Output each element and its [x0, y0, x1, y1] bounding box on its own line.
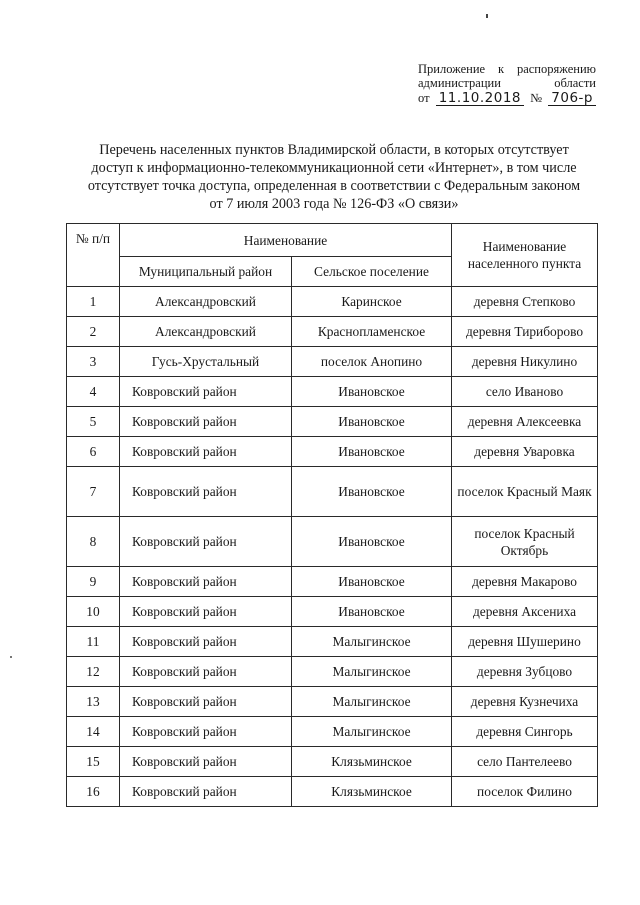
cell-number: 13 [67, 687, 120, 717]
table-row [67, 467, 598, 517]
appendix-word: Приложение [418, 62, 486, 76]
title-line: отсутствует точка доступа, определенная в соответствии с Федеральным законом [87, 178, 581, 194]
cell-place: поселок Красный Октябрь [452, 517, 598, 567]
scan-mark [486, 14, 488, 18]
cell-rural: Ивановское [292, 567, 452, 597]
table-row [67, 717, 598, 747]
order-date: 11.10.2018 [436, 91, 524, 106]
header-number: № п/п [67, 224, 120, 287]
cell-district: Ковровский район [120, 437, 292, 467]
cell-district: Ковровский район [120, 777, 292, 807]
table-row [67, 517, 598, 567]
table-header-row [67, 224, 598, 257]
cell-number: 9 [67, 567, 120, 597]
cell-district: Ковровский район [120, 467, 292, 517]
cell-district: Ковровский район [120, 717, 292, 747]
cell-rural: Ивановское [292, 517, 452, 567]
cell-number: 4 [67, 377, 120, 407]
cell-rural: поселок Анопино [292, 347, 452, 377]
table-row [67, 747, 598, 777]
cell-place: село Пантелеево [452, 747, 598, 777]
cell-district: Гусь-Хрустальный [120, 347, 292, 377]
cell-place: деревня Макарово [452, 567, 598, 597]
cell-district: Ковровский район [120, 377, 292, 407]
cell-rural: Ивановское [292, 467, 452, 517]
appendix-date-line [418, 91, 596, 106]
cell-district: Ковровский район [120, 747, 292, 777]
appendix-word: распоряжению [516, 62, 596, 76]
cell-rural: Ивановское [292, 597, 452, 627]
appendix-word: области [554, 76, 596, 90]
cell-district: Ковровский район [120, 687, 292, 717]
title-line: Перечень населенных пунктов Владимирской области, в которых отсутствует [99, 142, 569, 158]
cell-number: 6 [67, 437, 120, 467]
cell-place: деревня Зубцово [452, 657, 598, 687]
cell-place: поселок Красный Маяк [452, 467, 598, 517]
appendix-word: администрации [418, 76, 501, 90]
title-line: от 7 июля 2003 года № 126-ФЗ «О связи» [209, 196, 459, 212]
appendix-line-2 [418, 76, 596, 90]
header-name: Наименование [120, 224, 452, 257]
table-row [67, 317, 598, 347]
from-label: от [418, 91, 430, 105]
cell-place: деревня Тириборово [452, 317, 598, 347]
table-row [67, 407, 598, 437]
number-label: № [530, 91, 543, 105]
cell-number: 12 [67, 657, 120, 687]
table-row [67, 567, 598, 597]
table-row [67, 777, 598, 807]
cell-district: Ковровский район [120, 657, 292, 687]
cell-number: 2 [67, 317, 120, 347]
cell-place: деревня Степково [452, 287, 598, 317]
cell-number: 15 [67, 747, 120, 777]
cell-number: 14 [67, 717, 120, 747]
cell-district: Ковровский район [120, 407, 292, 437]
cell-rural: Клязьминское [292, 777, 452, 807]
title-line: доступ к информационно-телекоммуникационной сети «Интернет», в том числе [91, 160, 577, 176]
cell-number: 8 [67, 517, 120, 567]
table-row [67, 657, 598, 687]
cell-rural: Малыгинское [292, 627, 452, 657]
cell-place: деревня Аксениха [452, 597, 598, 627]
table-row [67, 687, 598, 717]
cell-number: 10 [67, 597, 120, 627]
cell-rural: Каринское [292, 287, 452, 317]
cell-district: Ковровский район [120, 597, 292, 627]
cell-rural: Краснопламенское [292, 317, 452, 347]
cell-place: деревня Никулино [452, 347, 598, 377]
cell-number: 1 [67, 287, 120, 317]
cell-place: поселок Филино [452, 777, 598, 807]
document-title [64, 141, 604, 213]
settlements-table [66, 223, 598, 807]
cell-place: деревня Кузнечиха [452, 687, 598, 717]
table-row [67, 597, 598, 627]
cell-number: 16 [67, 777, 120, 807]
appendix-word: к [497, 62, 505, 76]
cell-place: деревня Уваровка [452, 437, 598, 467]
table-row [67, 287, 598, 317]
cell-district: Ковровский район [120, 627, 292, 657]
table-row [67, 437, 598, 467]
cell-number: 7 [67, 467, 120, 517]
order-number: 706-р [548, 91, 596, 106]
appendix-block [418, 62, 596, 106]
header-district: Муниципальный район [120, 257, 292, 287]
cell-rural: Ивановское [292, 407, 452, 437]
header-settlement: Наименование населенного пункта [452, 224, 598, 287]
cell-rural: Ивановское [292, 437, 452, 467]
cell-district: Александровский [120, 317, 292, 347]
header-rural: Сельское поселение [292, 257, 452, 287]
scan-speck [10, 656, 12, 658]
cell-number: 5 [67, 407, 120, 437]
cell-rural: Малыгинское [292, 657, 452, 687]
cell-district: Ковровский район [120, 567, 292, 597]
cell-place: деревня Сингорь [452, 717, 598, 747]
cell-number: 3 [67, 347, 120, 377]
cell-place: деревня Шушерино [452, 627, 598, 657]
cell-district: Александровский [120, 287, 292, 317]
cell-rural: Малыгинское [292, 687, 452, 717]
cell-district: Ковровский район [120, 517, 292, 567]
cell-rural: Малыгинское [292, 717, 452, 747]
cell-rural: Ивановское [292, 377, 452, 407]
table-row [67, 377, 598, 407]
appendix-line-1 [418, 62, 596, 76]
table-row [67, 627, 598, 657]
table-row [67, 347, 598, 377]
cell-place: деревня Алексеевка [452, 407, 598, 437]
cell-number: 11 [67, 627, 120, 657]
cell-rural: Клязьминское [292, 747, 452, 777]
cell-place: село Иваново [452, 377, 598, 407]
